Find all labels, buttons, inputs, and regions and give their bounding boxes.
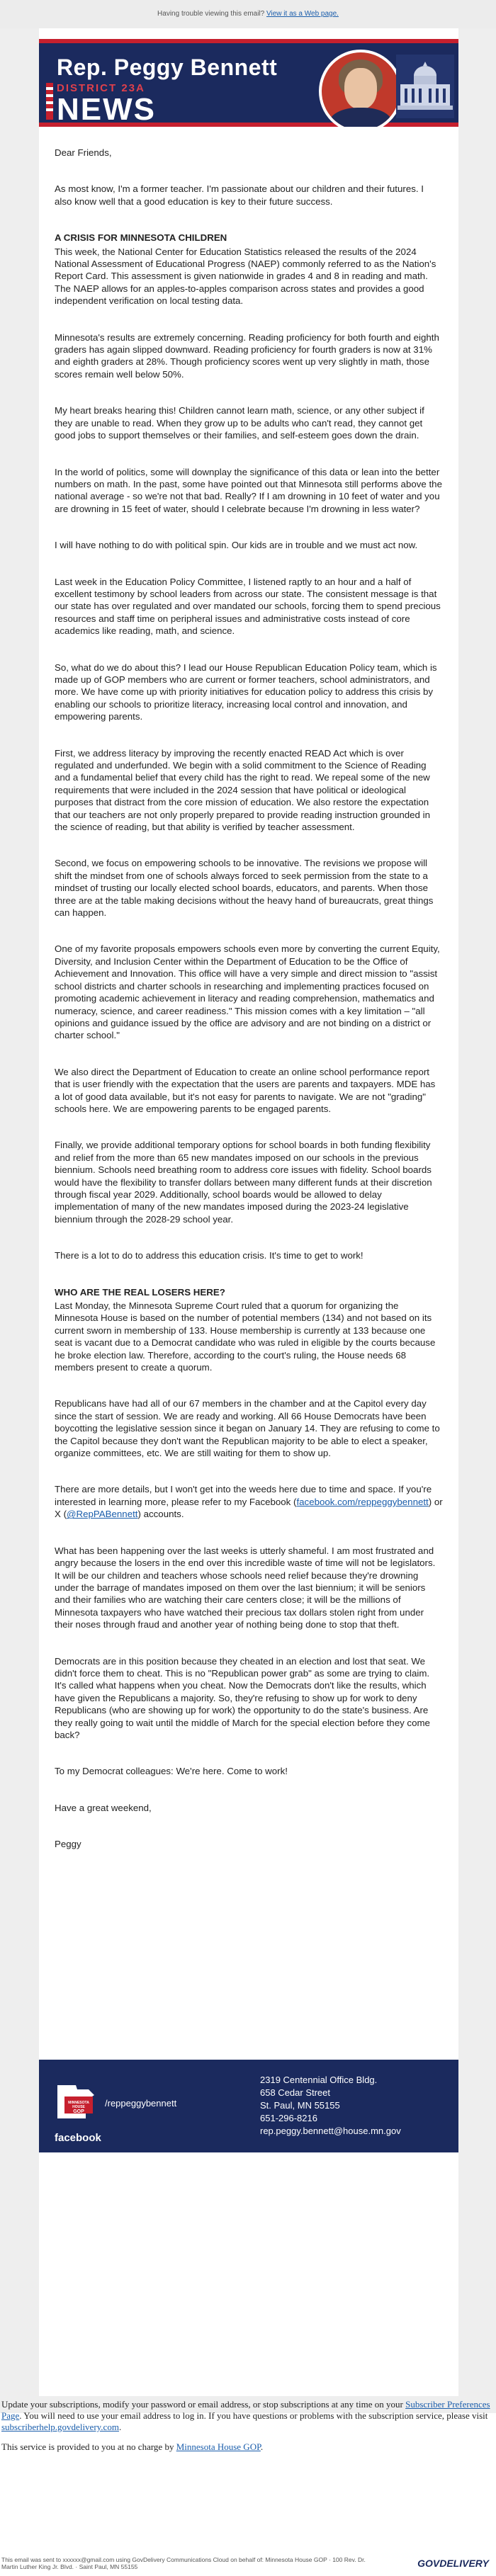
paragraph: Republicans have had all of our 67 members in the chamber and at the Capitol every day since the start of session. We are ready and working. All 66 House Democrats have been boycotting the legislative session since it began on January 14. They are refusing to come to the Capitol because they don't want the Republican majority to be able to elect a speaker, organize committees, etc. We are still waiting for them to show up.: [55, 1398, 440, 1459]
section-heading-crisis: A CRISIS FOR MINNESOTA CHILDREN: [55, 232, 227, 244]
contact-address: [260, 2074, 401, 2138]
letter-body: [39, 127, 458, 2060]
flag-icon: [46, 83, 53, 120]
paragraph: In the world of politics, some will downplay the significance of this data or lean into the better numbers on math. In the past, some have pointed out that Minnesota still performs above the national average - so we're not that bad. Really? If I am drowning in 10 feet of water and you are drowning in 15 feet of water, should I celebrate because I'm drowning in less water?: [55, 466, 442, 514]
facebook-handle[interactable]: /reppeggybennett: [105, 2098, 177, 2109]
paragraph: Finally, we provide additional temporary options for school boards in both funding flexibility and relief from the more than 65 new mandates imposed on our schools in the previous biennium. Schools need breathing room to address core issues with fidelity. School boards would have the flexibility to transfer dollars between many different funds at their discretion through fiscal year 2029. Additionally, school boards would be allowed to delay implementation of many of the new mandates imposed during the 2023-24 legislative biennium through the 2028-29 school year.: [55, 1140, 432, 1225]
banner-top-stripe: [39, 39, 458, 43]
minnesota-house-gop-logo[interactable]: [55, 2082, 97, 2121]
paragraph: So, what do we do about this? I lead our House Republican Education Policy team, which is made up of GOP members who are current or former teachers, school administrators, and more. We have come up with priority initiatives for education policy to address this crisis by enabling our schools to prioritize literacy, increasing local control and innovation, and empowering parents.: [55, 662, 437, 722]
section-heading-losers: WHO ARE THE REAL LOSERS HERE?: [55, 1286, 225, 1298]
paragraph: Democrats are in this position because they cheated in an election and lost that seat. We didn't force them to cheat. This is no "Republican power grab" as some are trying to claim. It's called what happens when you cheat. Now the Democrats don't like the results, which have given the Republicans a majority. So, they're refusing to show up for work to deny Republicans (who are showing up for work) the opportunity to do the state's business. Are they really going to wait until the middle of March for the special election before they come back?: [55, 1655, 430, 1740]
subscription-text: [1, 2399, 496, 2433]
social-text: ) or X (: [55, 1496, 443, 1520]
svg-text:HOUSE: HOUSE: [72, 2105, 85, 2109]
signature: Peggy: [55, 1839, 81, 1850]
newsletter-card: [39, 28, 458, 2396]
paragraph: Last Monday, the Minnesota Supreme Court ruled that a quorum for organizing the Minnesota House is based on the number of potential members (134) and not based on its current sworn in membership of 133. House membership is currently at 133 because one seat is vacant due to a Democrat candidate who was ruled in eligible by the courts because he broke election law. Therefore, according to the court's ruling, the House needs 68 members present to create a quorum.: [55, 1300, 436, 1373]
svg-text:GOP: GOP: [73, 2109, 84, 2114]
footer-block: [39, 2060, 458, 2152]
paragraph: What has been happening over the last weeks is utterly shameful. I am most frustrated and angry because the losers in the end over this incredible waste of time will not be legislators. It will be our children and teachers whose schools need relief because they're drowning under the barrage of mandates imposed on them over the last biennium; it will be seniors and their families who are watching their care centers close; it will be the millions of Minnesota taxpayers who have watched their precious tax dollars stolen right from under their noses through fraud and another year of nothing being done to stop that theft.: [55, 1545, 436, 1630]
paragraph: First, we address literacy by improving the recently enacted READ Act which is over regulated and underfunded. We begin with a solid commitment to the Science of Reading and a fundamental belief that every child has the right to read. We repeal some of the new requirements that were included in the 2024 session that have political or ideological purposes that distract from the core mission of education. We also restore the expectation that our teachers are not only properly prepared to provide reading instruction grounded in the science of reading, but that ability is verified by teacher assessment.: [55, 747, 430, 833]
subscriber-preferences-link[interactable]: Subscriber Preferences Page: [1, 2399, 490, 2421]
capitol-icon: [396, 55, 454, 118]
address-line: 658 Cedar Street: [260, 2087, 331, 2098]
govdelivery-logo[interactable]: GOVDELIVERY: [417, 2558, 489, 2569]
web-view-bar: [0, 0, 496, 28]
social-text: There are more details, but I won't get into the weeds here due to time and space. If you're interested in learning more, please refer to my Facebook (: [55, 1484, 432, 1507]
legal-text: This service is provided to you at no charge by: [1, 2441, 176, 2452]
x-link[interactable]: @RepPABennett: [67, 1509, 138, 1520]
portrait-body: [329, 108, 393, 127]
paragraph: I will have nothing to do with political spin. Our kids are in trouble and we must act now.: [55, 540, 418, 551]
paragraph: My heart breaks hearing this! Children cannot learn math, science, or any other subject if they are unable to read. When they grow up to be adults who can't read, they cannot get good jobs to support themselves or their families, and self-esteem goes down the drain.: [55, 405, 424, 441]
paragraph: Second, we focus on empowering schools to be innovative. The revisions we propose will shift the mindset from one of schools always forced to seek permission from the state to a mindset of trusting our locally elected school boards, educators, and parents. When those three are at the table making decisions without the heavy hand of bureaucrats, great things can happen.: [55, 858, 434, 919]
news-title: NEWS: [57, 92, 156, 127]
house-gop-link[interactable]: Minnesota House GOP: [176, 2441, 261, 2452]
social-text: ) accounts.: [137, 1509, 184, 1520]
address-line: 2319 Centennial Office Bldg.: [260, 2075, 378, 2085]
paragraph: This week, the National Center for Education Statistics released the results of the 2024 National Assessment of Educational Progress (NAEP) commonly referred to as the Nation's Report Card. This assessment is given nationwide in grades 4 and 8 in reading and math. The NAEP allows for an apples-to-apples comparison across states and provides a good independent verification on local testing data.: [55, 246, 436, 307]
provider-text: [1, 2441, 496, 2453]
address-line: St. Paul, MN 55155: [260, 2100, 340, 2111]
sent-to-text: This email was sent to xxxxxx@gmail.com using GovDelivery Communications Cloud on behalf of: Minnesota House GOP · 100 Rev. Dr. Martin Luther King Jr. Blvd. · Saint Paul, MN 55155: [1, 2556, 366, 2570]
district-label: DISTRICT 23A: [57, 82, 145, 94]
legal-text: Update your subscriptions, modify your password or email address, or stop subscriptions at any time on your: [1, 2399, 406, 2410]
email-address[interactable]: rep.peggy.bennett@house.mn.gov: [260, 2126, 401, 2136]
trouble-text: Having trouble viewing this email?: [157, 10, 265, 18]
paragraph: To my Democrat colleagues: We're here. Come to work!: [55, 1766, 288, 1777]
email-stage: [0, 28, 496, 2413]
phone-number: 651-296-8216: [260, 2113, 317, 2123]
facebook-wordmark[interactable]: facebook: [55, 2132, 101, 2144]
social-paragraph: [55, 1483, 443, 1520]
facebook-link[interactable]: facebook.com/reppeggybennett: [296, 1496, 429, 1507]
representative-photo: [319, 50, 402, 127]
paragraph: We also direct the Department of Education to create an online school performance report that is user friendly with the expectation that the users are parents and taxpayers. MDE has a lot of good data available, but it's not easy for parents to navigate. We are not "grading" schools here. We are empowering parents to be engaged parents.: [55, 1066, 436, 1114]
paragraph: One of my favorite proposals empowers schools even more by converting the current Equity, Diversity, and Inclusion Center within the Department of Education to be the Office of Achievement and Innovation. This office will have a very simple and direct mission to "assist school districts and charter schools in researching and implementing practices focused on promoting academic achievement in literacy and reading comprehension, mathematics and numeracy, science, and career readiness." This mission comes with a key limitation – "all opinions and guidance issued by the office are advisory and are not binding on a district or charter school.": [55, 943, 440, 1041]
representative-name: Rep. Peggy Bennett: [57, 55, 278, 80]
subscription-legal: [0, 2399, 496, 2461]
web-view-link[interactable]: View it as a Web page.: [266, 10, 339, 18]
paragraph: Last week in the Education Policy Committee, I listened raptly to an hour and a half of excellent testimony by school leaders from across our state. The consistent message is that our state has over regulated and over mandated our schools, forcing them to spend precious resources and staff time on peripheral issues and administrative costs instead of core academics like reading, math, and science.: [55, 576, 441, 637]
paragraph: Minnesota's results are extremely concerning. Reading proficiency for both fourth and eighth graders has again slipped downward. Reading proficiency for fourth graders is now at 31% and eighth graders at 28%. Though proficiency scores went up very slightly in math, those scores remain well below 50%.: [55, 331, 439, 380]
subscriber-help-link[interactable]: subscriberhelp.govdelivery.com: [1, 2422, 119, 2432]
intro-paragraph: As most know, I'm a former teacher. I'm passionate about our children and their futures. I also know well that a good education is key to their future success.: [55, 183, 424, 207]
legal-text: . You will need to use your email address to log in. If you have questions or problems with the subscription service, please visit: [19, 2410, 488, 2421]
svg-text:MINNESOTA: MINNESOTA: [68, 2101, 89, 2105]
legal-text: .: [118, 2422, 122, 2432]
header-banner: [39, 39, 458, 127]
legal-text: .: [260, 2441, 264, 2452]
greeting: Dear Friends,: [55, 147, 112, 158]
paragraph: There is a lot to do to address this education crisis. It's time to get to work!: [55, 1250, 363, 1261]
govdelivery-footer: [0, 2548, 496, 2576]
portrait-face: [344, 68, 377, 109]
closing: Have a great weekend,: [55, 1802, 152, 1813]
